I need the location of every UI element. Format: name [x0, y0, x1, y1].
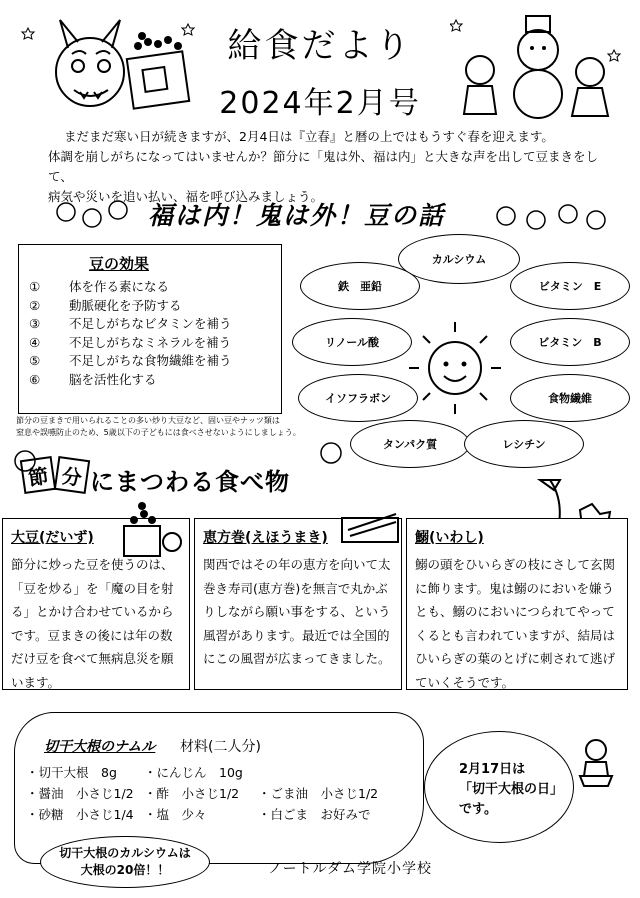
ingredient-item: ・切干大根 8g [26, 765, 117, 780]
intro-line-1: まだまだ寒い日が続きますが、2月4日は『立春』と暦の上ではもうすぐ春を迎えます。 [64, 129, 554, 144]
list-item: ⑤ 不足しがちな食物繊維を補う [29, 353, 232, 368]
bean-effects-list [19, 278, 281, 389]
flower-ornament-left [52, 196, 142, 230]
issue-number: 2024年2月号 [219, 86, 421, 121]
masu-bean-box-icon [120, 500, 184, 560]
list-item: ① 体を作る素になる [29, 279, 170, 294]
ehomaki-sushi-icon [338, 500, 402, 546]
ingredient-column-2 [144, 762, 243, 825]
recipe-ingredients-heading: 材料(二人分) [180, 739, 261, 755]
setsubun-foods-heading: にまつわる食べ物 [90, 468, 290, 496]
ingredient-item: ・塩 少々 [144, 807, 207, 822]
intro-line-3: 病気や災いを追い払い、福を呼び込みましょう。 [48, 189, 324, 204]
day-note-line-2: 「切干大根の日」 [459, 782, 564, 797]
food-card-text: 関西ではその年の恵方を向いて太巻き寿司(恵方巻)を無言で丸かぶりしながら願い事をする、という風習があります。最近では全国的にこの風習が広まってきました。 [203, 557, 391, 666]
flower-ornament-right [492, 200, 612, 234]
nutrient-bubble-lecithin: レシチン [464, 420, 584, 468]
note-line-2: 窒息や誤嚥防止のため、5歳以下の子どもには食べさせないようにしましょう。 [16, 428, 301, 437]
school-name: ノートルダム学院小学校 [268, 861, 433, 877]
bean-safety-note [16, 415, 316, 439]
food-card-text: 節分に炒った豆を使うのは、「豆を炒る」を「魔の目を射る」とかけ合わせているからです。豆まきの後には年の数だけ豆を食べて無病息災を願います。 [11, 557, 174, 690]
kiriboshi-day-bubble [424, 731, 574, 843]
bean-effects-box [18, 244, 282, 414]
calcium-note-line-2: 大根の20倍！！ [80, 863, 170, 877]
intro-text [48, 127, 616, 207]
child-eating-icon [566, 732, 626, 792]
nutrient-bubble-iron-zinc: 鉄 亜鉛 [300, 262, 420, 310]
bean-story-heading: 福は内！鬼は外！豆の話 [148, 201, 446, 230]
food-card-title: 鰯(いわし) [415, 530, 484, 546]
ingredient-item: ・酢 小さじ1/2 [144, 786, 240, 801]
recipe-title: 切干大根のナムル [44, 739, 156, 755]
nutrient-bubble-dietary-fiber: 食物繊維 [510, 374, 630, 422]
nutrient-bubble-vitamin-b: ビタミン B [510, 318, 630, 366]
plum-blossom-icon [316, 438, 346, 468]
nutrient-bubble-isoflavone: イソフラボン [298, 374, 418, 422]
day-note-line-3: です。 [459, 802, 497, 817]
page-title: 給食だより [227, 26, 413, 66]
ingredient-column-1 [26, 762, 134, 825]
ingredient-item: ・白ごま お好みで [258, 807, 371, 822]
nutrient-bubble-calcium: カルシウム [398, 234, 520, 284]
list-item: ③ 不足しがちなビタミンを補う [29, 316, 232, 331]
list-item: ④ 不足しがちなミネラルを補う [29, 334, 232, 350]
ingredient-item: ・砂糖 小さじ1/4 [26, 807, 134, 822]
intro-line-2: 体調を崩しがちになってはいませんか？節分に「鬼は外、福は内」と大きな声を出して豆まきをして、 [48, 149, 599, 184]
food-card-iwashi [406, 518, 628, 690]
nutrient-bubble-vitamin-e: ビタミン E [510, 262, 630, 310]
bean-effects-title: 豆の効果 [89, 255, 150, 273]
list-item: ② 動脈硬化を予防する [29, 297, 182, 313]
setsubun-char-setsu: 節 [20, 456, 56, 494]
food-card-title: 恵方巻(えほうまき) [203, 530, 328, 546]
food-card-text: 鰯の頭をひいらぎの枝にさして玄関に飾ります。鬼は鰯のにおいを嫌うとも、鰯のにおいにつられてやってくるとも言われていますが、結局はひいらぎの葉のとげに刺されて逃げていくそうです。 [415, 557, 616, 690]
day-note-line-1: 2月17日は [459, 762, 526, 777]
list-item: ⑥ 脳を活性化する [29, 371, 157, 387]
nutrient-bubble-protein: タンパク質 [350, 420, 470, 468]
ingredient-item: ・醤油 小さじ1/2 [26, 786, 134, 801]
food-card-title: 大豆(だいず) [11, 530, 94, 546]
ingredient-item: ・にんじん 10g [144, 765, 243, 780]
setsubun-char-bun: 分 [54, 456, 90, 494]
ingredient-item [258, 762, 378, 783]
ingredient-item: ・ごま油 小さじ1/2 [258, 786, 379, 801]
nutrient-bubble-linoleic-acid: リノール酸 [292, 318, 412, 366]
calcium-note-bubble [40, 836, 210, 888]
calcium-note-line-1: 切干大根のカルシウムは [59, 846, 191, 860]
note-line-1: 節分の豆まきで用いられることの多い炒り大豆など、固い豆やナッツ類は [16, 416, 280, 425]
ingredient-column-3 [258, 762, 378, 825]
